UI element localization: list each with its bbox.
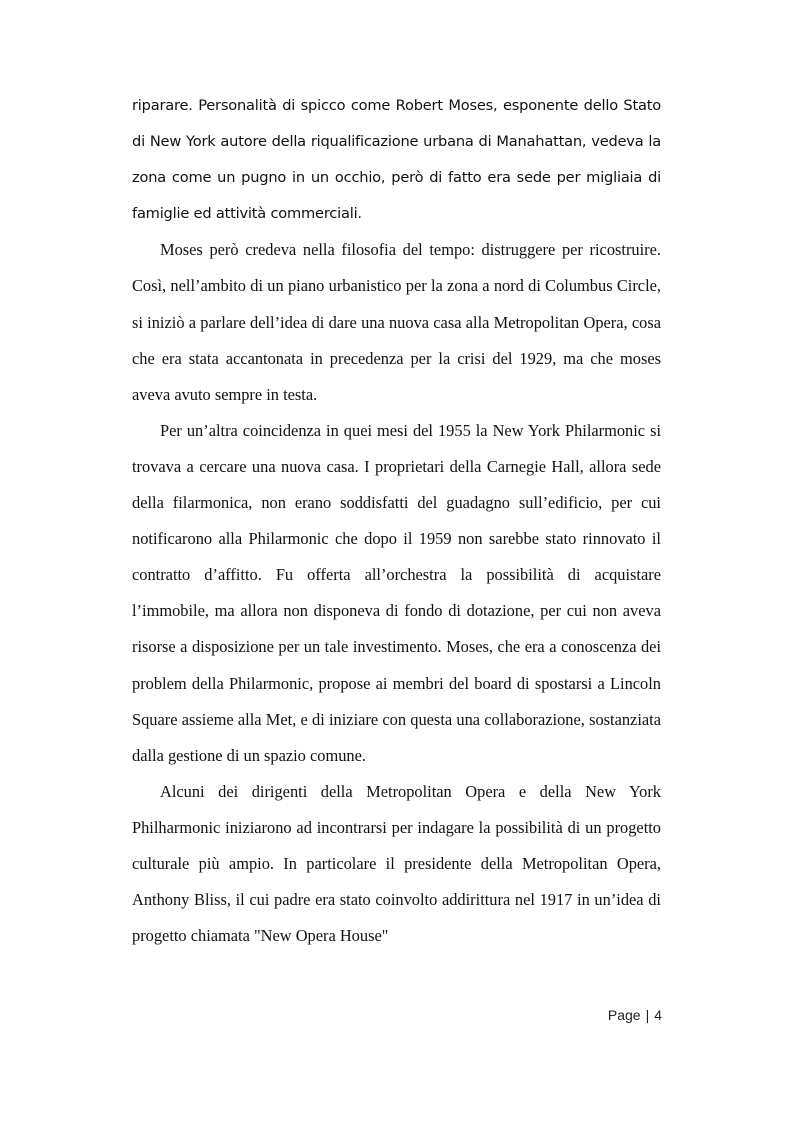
- page-footer: [608, 1007, 662, 1023]
- body-text: [132, 88, 661, 954]
- paragraph-2: Moses però credeva nella filosofia del tempo: distruggere per ricostruire. Così, nell’ambito di un piano urbanistico per la zona a nord di Columbus Circle, si iniziò a parlare dell’idea di dare una nuova casa alla Metropolitan Opera, cosa che era stata accantonata in precedenza per la crisi del 1929, ma che moses aveva avuto sempre in testa.: [132, 240, 661, 404]
- page-label: Page: [607, 1007, 641, 1023]
- page-separator: |: [645, 1007, 650, 1023]
- paragraph-1: riparare. Personalità di spicco come Robert Moses, esponente dello Stato di New York autore della riqualificazione urbana di Manahattan, vedeva la zona come un pugno in un occhio, però di fatto era sede per migliaia di famiglie ed attività commerciali.: [132, 97, 661, 223]
- paragraph-3: Per un’altra coincidenza in quei mesi del 1955 la New York Philarmonic si trovava a cercare una nuova casa. I proprietari della Carnegie Hall, allora sede della filarmonica, non erano soddisfatti del guadagno sull’edificio, per cui notificarono alla Philarmonic che dopo il 1959 non sarebbe stato rinnovato il contratto d’affitto. Fu offerta all’orchestra la possibilità di acquistare l’immobile, ma allora non disponeva di fondo di dotazione, per cui non aveva risorse a disposizione per un tale investimento. Moses, che era a conoscenza dei problem della Philarmonic, propose ai membri del board di spostarsi a Lincoln Square assieme alla Met, e di iniziare con questa una collaborazione, sostanziata dalla gestione di un spazio comune.: [132, 420, 661, 765]
- page-number: 4: [654, 1007, 662, 1023]
- paragraph-4: Alcuni dei dirigenti della Metropolitan Opera e della New York Philharmonic iniziarono ad incontrarsi per indagare la possibilità di un progetto culturale più ampio. In particolare il presidente della Metropolitan Opera, Anthony Bliss, il cui padre era stato coinvolto addirittura nel 1917 in un’idea di progetto chiamata "New Opera House": [132, 781, 661, 946]
